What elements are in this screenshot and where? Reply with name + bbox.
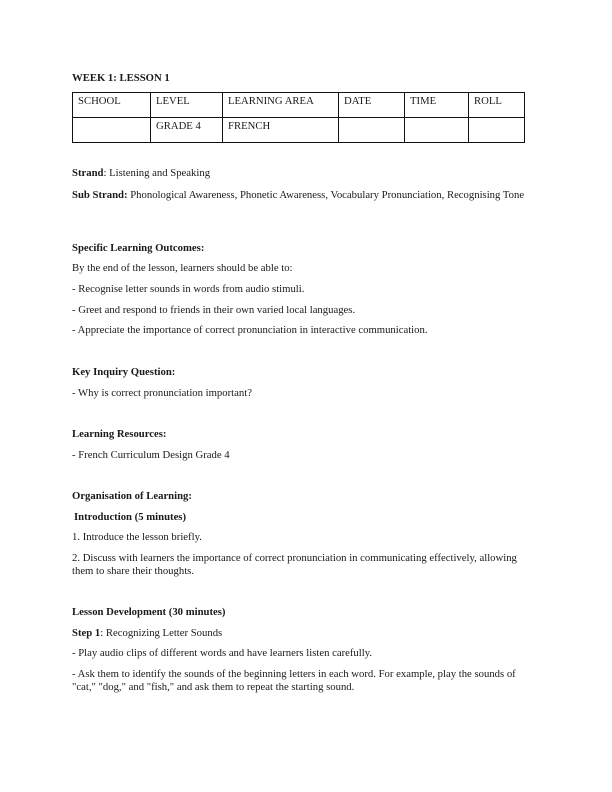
col-level: LEVEL	[151, 93, 223, 118]
sub-strand-value: Phonological Awareness, Phonetic Awareness, Vocabulary Pronunciation, Recognising Tone	[127, 189, 525, 201]
development-item: - Ask them to identify the sounds of the beginning letters in each word. For example, play the sounds of "cat," "dog," and "fish," and ask them to repeat the starting sound.	[72, 668, 516, 693]
col-learning-area: LEARNING AREA	[223, 93, 339, 118]
lesson-title: WEEK 1: LESSON 1	[72, 72, 170, 84]
resource-item: - French Curriculum Design Grade 4	[72, 449, 230, 461]
step1-title: : Recognizing Letter Sounds	[100, 627, 223, 639]
outcomes-intro: By the end of the lesson, learners should be able to:	[72, 262, 293, 274]
outcome-item: - Appreciate the importance of correct pronunciation in interactive communication.	[72, 324, 428, 336]
introduction-heading: Introduction (5 minutes)	[74, 511, 187, 523]
step1-line	[72, 627, 534, 640]
col-school: SCHOOL	[73, 93, 151, 118]
development-item: - Play audio clips of different words and have learners listen carefully.	[72, 647, 373, 659]
col-roll: ROLL	[469, 93, 525, 118]
cell-level: GRADE 4	[151, 118, 223, 143]
cell-date	[339, 118, 405, 143]
outcome-item: - Recognise letter sounds in words from audio stimuli.	[72, 283, 305, 295]
col-date: DATE	[339, 93, 405, 118]
table-header-row	[73, 93, 525, 118]
resources-heading: Learning Resources:	[72, 428, 167, 440]
cell-learning-area: FRENCH	[223, 118, 339, 143]
cell-time	[405, 118, 469, 143]
organisation-heading: Organisation of Learning:	[72, 490, 192, 502]
sub-strand-label: Sub Strand:	[72, 189, 128, 201]
step1-label: Step 1	[72, 627, 101, 639]
sub-strand-line	[72, 189, 534, 202]
inquiry-heading: Key Inquiry Question:	[72, 366, 176, 378]
cell-roll	[469, 118, 525, 143]
col-time: TIME	[405, 93, 469, 118]
inquiry-item: - Why is correct pronunciation important?	[72, 387, 252, 399]
strand-value: : Listening and Speaking	[103, 167, 211, 179]
lesson-header-table	[72, 92, 525, 143]
strand-line	[72, 167, 534, 180]
cell-school	[73, 118, 151, 143]
outcome-item: - Greet and respond to friends in their own varied local languages.	[72, 304, 356, 316]
introduction-item: 1. Introduce the lesson briefly.	[72, 531, 202, 543]
strand-label: Strand	[72, 167, 104, 179]
introduction-item: 2. Discuss with learners the importance of correct pronunciation in communicating effectively, allowing them to share their thoughts.	[72, 552, 517, 577]
table-row	[73, 118, 525, 143]
development-heading: Lesson Development (30 minutes)	[72, 606, 226, 618]
outcomes-heading: Specific Learning Outcomes:	[72, 242, 205, 254]
